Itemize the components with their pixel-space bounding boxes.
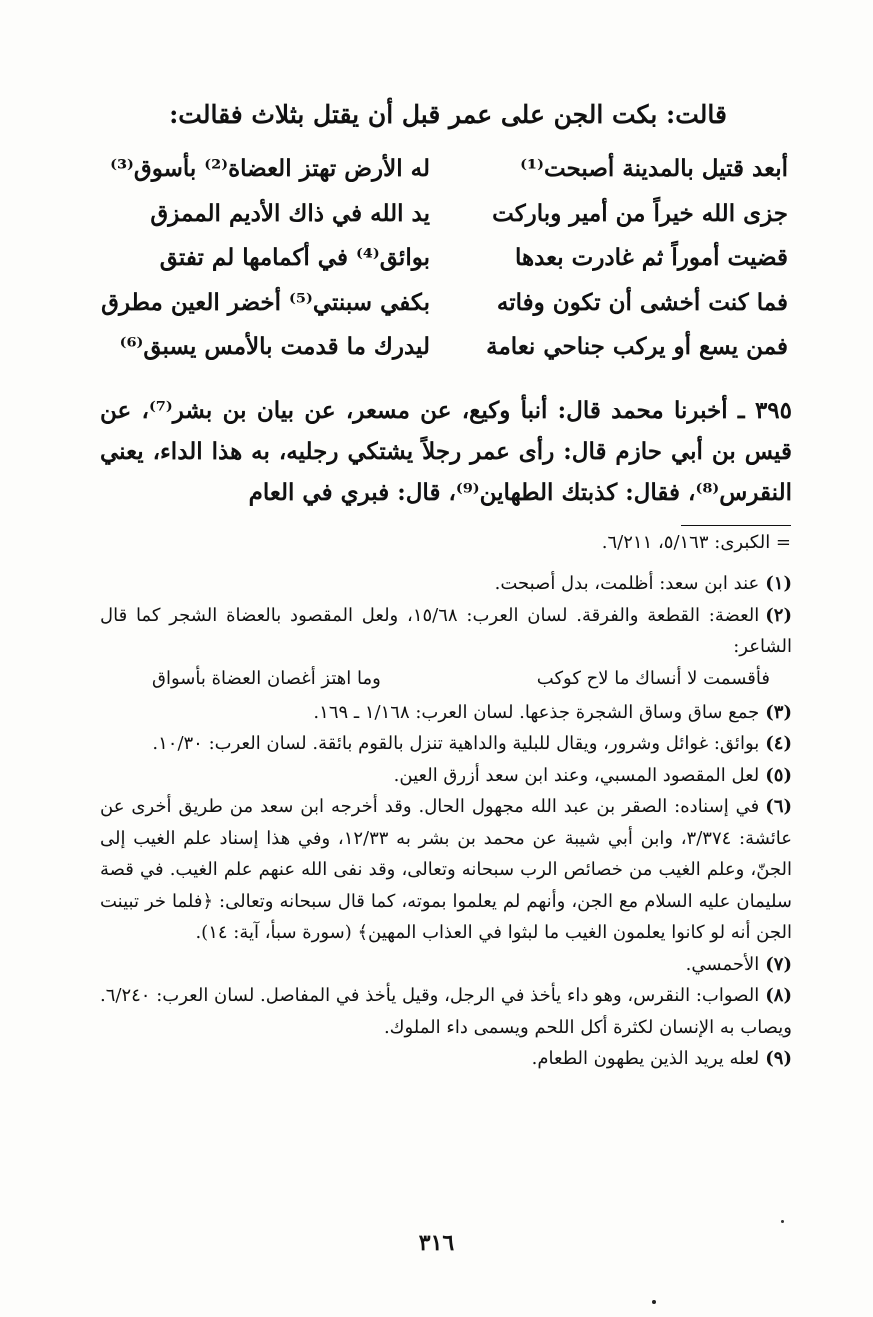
verse-first-hemistich: جزى الله خيراً من أمير وباركت: [492, 199, 788, 227]
footnote-item: [100, 791, 792, 949]
verse-second-hemistich: يد الله في ذاك الأديم الممزق: [150, 199, 430, 227]
footnote-poem-first-hemistich: فأقسمت لا أنساك ما لاح كوكب: [536, 667, 770, 689]
footnote-poem-second-hemistich: وما اهتز أغصان العضاة بأسواق: [152, 667, 381, 689]
verse-row: [100, 333, 788, 378]
scan-speck: [781, 1220, 784, 1223]
footnote-number: (٣): [765, 701, 792, 723]
verse-first-hemistich: فمن يسع أو يركب جناحي نعامة: [486, 333, 788, 360]
verse-row: [100, 289, 788, 334]
verse-row: [100, 244, 788, 289]
verse-second-hemistich: له الأرض تهتز العضاة⁽²⁾ بأسوق⁽³⁾: [110, 155, 430, 182]
footnote-text: الصواب: النقرس، وهو داء يأخذ في الرجل، وقيل يأخذ في المفاصل. لسان العرب: ٦/٢٤٠. ويصاب به الإنسان لكثرة أكل اللحم ويسمى داء الملوك.: [100, 985, 792, 1038]
footnote-text: العضة: القطعة والفرقة. لسان العرب: ١٥/٦٨، ولعل المقصود بالعضاة الشجر كما قال الشاعر:: [100, 604, 792, 657]
verse-row: [100, 200, 788, 245]
footnote-text: جمع ساق وساق الشجرة جذعها. لسان العرب: ١/١٦٨ ـ ١٦٩.: [313, 701, 760, 723]
verse-second-hemistich: ليدرك ما قدمت بالأمس يسبق⁽⁶⁾: [119, 333, 430, 360]
verse-second-hemistich: بوائق⁽⁴⁾ في أكمامها لم تفتق: [159, 244, 430, 271]
verse-second-hemistich: بكفي سبنتي⁽⁵⁾ أخضر العين مطرق: [101, 288, 430, 316]
footnote-text: لعله يريد الذين يطهون الطعام.: [531, 1048, 760, 1069]
footnote-number: (٧): [765, 953, 792, 975]
footnote-text: عند ابن سعد: أظلمت، بدل أصبحت.: [494, 573, 760, 594]
footnote-number: (٢): [765, 604, 792, 626]
verse-first-hemistich: قضيت أموراً ثم غادرت بعدها: [514, 244, 788, 271]
footnote-item: [100, 949, 792, 981]
hadith-text: ـ أخبرنا محمد قال: أنبأ وكيع، عن مسعر، عن بيان بن بشر⁽⁷⁾، عن قيس بن أبي حازم قال: رأى عمر رجلاً يشتكي رجليه، به هذا الداء، يعني النقرس⁽⁸⁾، فقال: كذبتك الطهاين⁽⁹⁾، قال: فبري في العام: [100, 397, 792, 506]
footnote-number: (٤): [765, 733, 792, 754]
footnote-item: [100, 568, 792, 600]
footnote-number: (٥): [765, 764, 792, 786]
footnote-item: [100, 728, 792, 760]
footnote-number: (١): [765, 573, 792, 594]
verse-first-hemistich: أبعد قتيل بالمدينة أصبحت⁽¹⁾: [520, 155, 788, 182]
poem-verses: [100, 155, 788, 378]
footnote-number: (٩): [765, 1048, 792, 1069]
footnote-text: الأحمسي.: [685, 953, 760, 975]
verse-first-hemistich: فما كنت أخشى أن تكون وفاته: [496, 288, 788, 316]
footnote-poem-line: [100, 663, 792, 697]
hadith-number: ٣٩٥: [754, 397, 793, 424]
footnote-item: [100, 1043, 792, 1075]
footnote-separator: [681, 525, 791, 526]
footnote-item: [100, 600, 792, 663]
footnote-text: في إسناده: الصقر بن عبد الله مجهول الحال. وقد أخرجه ابن سعد من طريق أخرى عن عائشة: ٣/٣٧٤، وابن أبي شيبة عن محمد بن بشر به ١٢/٣٣، وفي هذا إسناد علم الغيب إلى الجنّ، وعلم الغيب من خصائص الرب سبحانه وتعالى، وقد نفى الله عنهم علم الغيب. في قصة سليمان عليه السلام مع الجن، وأنهم لم يعلموا بموته، كما قال سبحانه وتعالى: ﴿فلما خر تبينت الجن أنه لو كانوا يعلمون الغيب ما لبثوا في العذاب المهين﴾ (سورة سبأ، آية: ١٤).: [100, 796, 793, 943]
footnote-item: [100, 760, 792, 792]
verse-row: [100, 155, 788, 200]
footnote-continuation: = الكبرى: ٥/١٦٣، ٦/٢١١.: [601, 532, 791, 553]
footnote-text: لعل المقصود المسبي، وعند ابن سعد أزرق العين.: [393, 764, 760, 786]
hadith-paragraph: [100, 390, 792, 513]
footnotes: [100, 568, 792, 1075]
page-number: ٣١٦: [418, 1230, 455, 1256]
footnote-item: [100, 980, 792, 1043]
scan-speck: [652, 1300, 656, 1304]
footnote-text: بوائق: غوائل وشرور، ويقال للبلية والداهية تنزل بالقوم بائقة. لسان العرب: ١٠/٣٠.: [152, 733, 760, 754]
intro-line: قالت: بكت الجن على عمر قبل أن يقتل بثلاث فقالت:: [169, 100, 727, 129]
footnote-item: [100, 697, 792, 729]
footnote-number: (٨): [765, 985, 792, 1006]
footnote-number: (٦): [765, 796, 793, 817]
